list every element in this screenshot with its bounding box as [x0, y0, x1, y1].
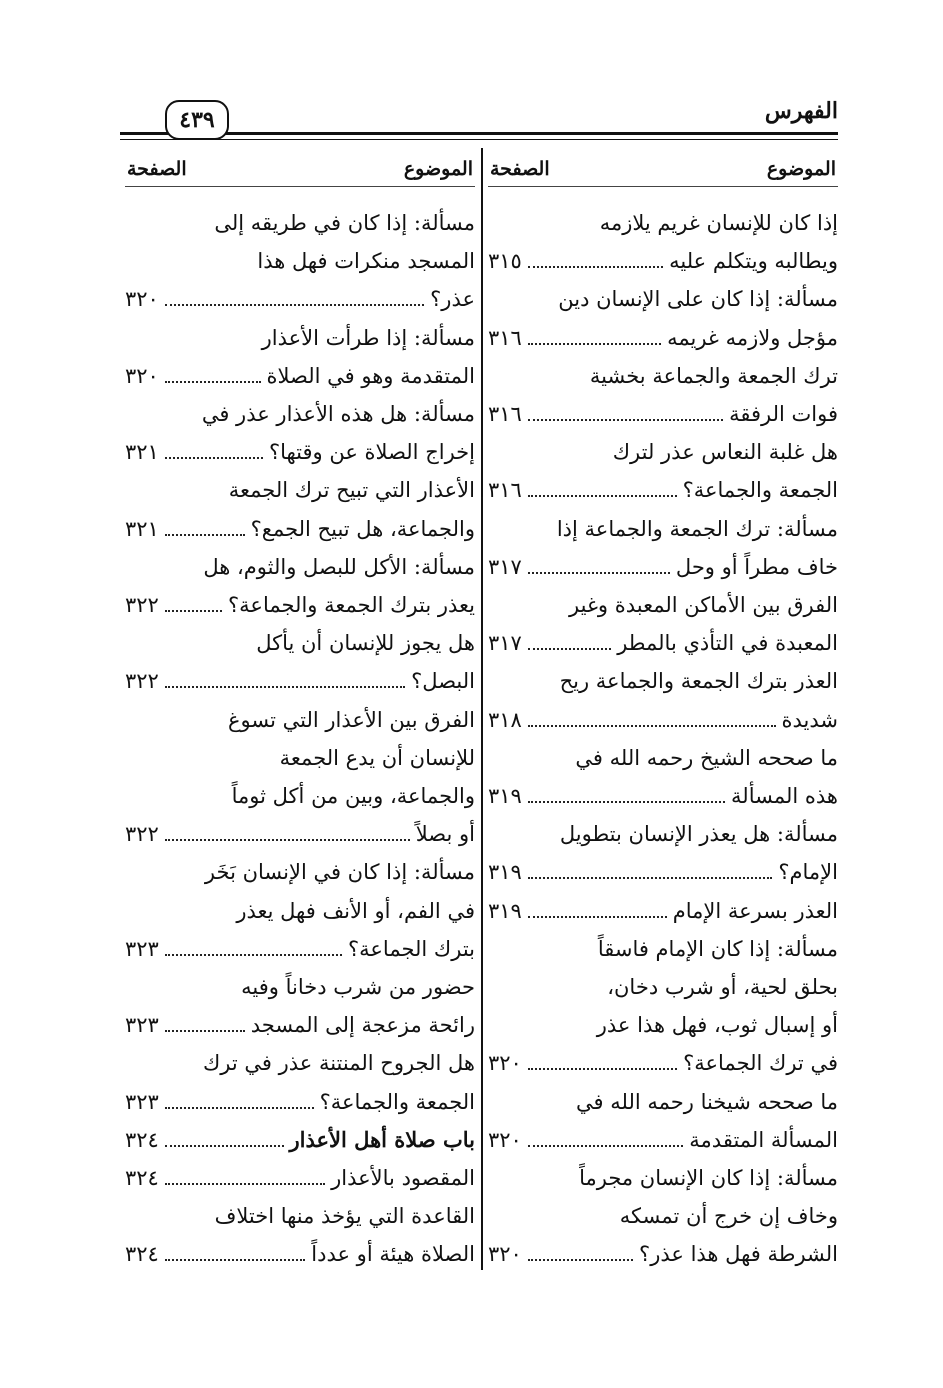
entry-topic-line: الصلاة هيئة أو عدداً: [311, 1242, 475, 1267]
running-title: الفهرس: [764, 98, 838, 124]
entry-page-number: ٣٢٢: [125, 669, 159, 694]
index-column-left: [125, 152, 475, 1274]
dot-leader: [165, 1183, 325, 1185]
entry-topic-line: مسألة: هل هذه الأعذار عذر في: [201, 402, 475, 427]
entry-topic-line: القاعدة التي يؤخذ منها اختلاف: [214, 1204, 475, 1229]
entry-topic-line: الفرق بين الأماكن المعبدة وغير: [569, 593, 838, 618]
entry-topic-line: وخاف إن خرج أن تمسكه: [619, 1204, 838, 1229]
dot-leader: [165, 686, 405, 688]
index-entries: [488, 204, 838, 1274]
index-entry: [488, 930, 838, 1083]
index-entry: [488, 357, 838, 433]
entry-page-number: ٣٢١: [125, 516, 159, 541]
entry-topic-line: فوات الرفقة: [729, 402, 838, 427]
index-entry: [125, 701, 475, 854]
entry-page-number: ٣١٦: [488, 478, 522, 503]
entry-page-number: ٣١٩: [488, 784, 522, 809]
dot-leader: [528, 343, 661, 345]
dot-leader: [528, 1259, 633, 1261]
entry-page-number: ٣٢٣: [125, 936, 159, 961]
dot-leader: [528, 801, 725, 803]
index-entry: [125, 968, 475, 1044]
entry-topic-line: أو إسبال ثوب، فهل هذا عذر: [596, 1013, 838, 1038]
entry-page-number: ٣١٨: [488, 707, 522, 732]
entry-page-number: ٣١٩: [488, 898, 522, 923]
index-entry: [488, 815, 838, 891]
entry-page-number: ٣٢٤: [125, 1242, 159, 1267]
entry-topic-line: في ترك الجماعة؟: [683, 1051, 838, 1076]
entry-last-line: [125, 1006, 475, 1044]
column-header-page: الصفحة: [127, 158, 187, 180]
entry-topic-line: للإنسان أن يدع الجمعة: [279, 745, 475, 770]
entry-topic-line: والجماعة، هل تبيح الجمع؟: [250, 516, 475, 541]
entry-page-number: ٣٢٢: [125, 822, 159, 847]
dot-leader: [165, 304, 424, 306]
index-entry: [125, 853, 475, 968]
entry-topic-line: الفرق بين الأعذار التي تسوغ: [228, 707, 475, 732]
dot-leader: [165, 457, 263, 459]
page-header: [120, 92, 838, 152]
entry-page-number: ٣٢٠: [125, 287, 159, 312]
entry-page-number: ٣١٧: [488, 554, 522, 579]
entry-topic-line: باب صلاة أهل الأعذار: [289, 1126, 475, 1152]
entry-topic-line: الأعذار التي تبيح ترك الجمعة: [228, 478, 475, 503]
entry-topic-line: بحلق لحية، أو شرب دخان،: [607, 975, 838, 1000]
entry-page-number: ٣١٦: [488, 402, 522, 427]
index-entry: [488, 1083, 838, 1159]
entry-topic-line: المتقدمة وهو في الصلاة: [266, 363, 475, 388]
entry-topic-line: مسألة: الأكل للبصل والثوم، هل: [203, 554, 475, 579]
entry-last-line: [125, 1121, 475, 1159]
entry-topic-line: الجمعة والجماعة؟: [319, 1089, 475, 1114]
entry-page-number: ٣٢١: [125, 440, 159, 465]
entry-page-number: ٣١٦: [488, 325, 522, 350]
entry-topic-line: خاف مطراً أو وحل: [675, 554, 838, 579]
entry-topic-line: حضور من شرب دخاناً وفيه: [241, 975, 475, 1000]
entry-topic-line: مسألة: ترك الجمعة والجماعة إذا: [556, 516, 838, 541]
dot-leader: [528, 916, 667, 918]
entry-topic-line: مسألة: إذا كان في الإنسان بَخَر: [204, 860, 475, 885]
entry-last-line: [488, 1121, 838, 1159]
entry-topic-line: المسجد منكرات فهل هذا: [257, 249, 475, 274]
dot-leader: [528, 1145, 683, 1147]
entry-topic-line: في الفم، أو الأنف فهل يعذر: [236, 898, 475, 923]
entry-last-line: [488, 701, 838, 739]
column-header-topic: الموضوع: [403, 158, 473, 180]
index-entry: [488, 662, 838, 738]
entry-topic-line: البصل؟: [411, 669, 475, 694]
index-entry: [125, 1044, 475, 1120]
entry-page-number: ٣٢٠: [488, 1242, 522, 1267]
index-entry: [125, 204, 475, 319]
index-entry: [125, 1159, 475, 1197]
entry-last-line: [125, 357, 475, 395]
entry-page-number: ٣٢٤: [125, 1127, 159, 1152]
column-header-topic: الموضوع: [766, 158, 836, 180]
entry-page-number: ٣٢٠: [488, 1051, 522, 1076]
entry-topic-line: مسألة: إذا كان الإمام فاسقاً: [597, 936, 838, 961]
entry-page-number: ٣١٧: [488, 631, 522, 656]
entry-topic-line: ما صححه الشيخ رحمه الله في: [575, 745, 838, 770]
entry-last-line: [488, 853, 838, 891]
entry-topic-line: شديدة: [781, 707, 838, 732]
entry-topic-line: مؤجل ولازمه غريمه: [667, 325, 838, 350]
dot-leader: [165, 1030, 245, 1032]
index-entry: [488, 739, 838, 815]
dot-leader: [528, 495, 677, 497]
index-entry: [488, 280, 838, 356]
entry-page-number: ٣٢٣: [125, 1013, 159, 1038]
entry-last-line: [488, 1044, 838, 1082]
dot-leader: [165, 534, 245, 536]
dot-leader: [528, 1068, 677, 1070]
entry-last-line: [125, 815, 475, 853]
entry-topic-line: هل الجروح المنتنة عذر في ترك: [202, 1051, 475, 1076]
entry-page-number: ٣١٩: [488, 860, 522, 885]
dot-leader: [165, 1259, 305, 1261]
entry-page-number: ٣٢٤: [125, 1166, 159, 1191]
index-entry: [488, 510, 838, 586]
dot-leader: [528, 877, 773, 879]
entry-last-line: [125, 510, 475, 548]
dot-leader: [165, 1145, 284, 1147]
entry-last-line: [488, 471, 838, 509]
entry-topic-line: المسألة المتقدمة: [689, 1127, 838, 1152]
index-section-heading: [125, 1121, 475, 1159]
entry-topic-line: العذر بترك الجمعة والجماعة ريح: [559, 669, 838, 694]
column-divider: [481, 148, 483, 1270]
entry-last-line: [488, 548, 838, 586]
index-entry: [125, 319, 475, 395]
entry-page-number: ٣٢٢: [125, 593, 159, 618]
dot-leader: [528, 572, 670, 574]
entry-topic-line: رائحة مزعجة إلى المسجد: [250, 1013, 475, 1038]
entry-page-number: ٣٢٠: [488, 1127, 522, 1152]
entry-last-line: [125, 586, 475, 624]
entry-topic-line: ويطالبه ويتكلم عليه: [669, 249, 838, 274]
index-entry: [125, 1197, 475, 1273]
entry-topic-line: إخراج الصلاة عن وقتها؟: [268, 440, 475, 465]
entry-topic-line: إذا كان للإنسان غريم يلازمه: [599, 211, 838, 235]
dot-leader: [165, 839, 410, 841]
dot-leader: [165, 381, 261, 383]
index-entry: [488, 1159, 838, 1274]
index-column-right: [488, 152, 838, 1274]
entry-topic-line: يعذر بترك الجمعة والجماعة؟: [228, 593, 475, 618]
dot-leader: [528, 725, 776, 727]
index-entry: [488, 204, 838, 280]
entry-topic-line: الجمعة والجماعة؟: [682, 478, 838, 503]
entry-topic-line: بترك الجماعة؟: [347, 936, 475, 961]
entry-topic-line: المعبدة في التأذي بالمطر: [617, 631, 838, 656]
entry-page-number: ٣٢٠: [125, 363, 159, 388]
entry-topic-line: مسألة: إذا كان في طريقه إلى: [214, 211, 475, 235]
entry-topic-line: الشرطة فهل هذا عذر؟: [639, 1242, 838, 1267]
entry-last-line: [125, 1083, 475, 1121]
dot-leader: [165, 610, 222, 612]
index-entries: [125, 204, 475, 1274]
entry-topic-line: مسألة: هل يعذر الإنسان بتطويل: [559, 822, 838, 847]
entry-last-line: [125, 930, 475, 968]
entry-topic-line: مسألة: إذا كان على الإنسان دين: [558, 287, 838, 312]
index-entry: [488, 892, 838, 930]
header-rule-thick: [120, 132, 838, 135]
index-entry: [125, 471, 475, 547]
entry-topic-line: الإمام؟: [778, 860, 838, 885]
dot-leader: [528, 419, 723, 421]
header-rule-thin: [120, 139, 838, 140]
entry-last-line: [488, 1235, 838, 1273]
entry-topic-line: مسألة: إذا طرأت الأعذار: [261, 325, 475, 350]
column-header-page: الصفحة: [490, 158, 550, 180]
dot-leader: [528, 266, 663, 268]
entry-topic-line: ما صححه شيخنا رحمه الله في: [576, 1089, 838, 1114]
entry-topic-line: هل يجوز للإنسان أن يأكل: [256, 631, 475, 656]
index-entry: [125, 624, 475, 700]
column-header: [125, 152, 475, 204]
entry-last-line: [488, 242, 838, 280]
entry-topic-line: عذر؟: [430, 287, 475, 312]
column-header: [488, 152, 838, 204]
entry-last-line: [125, 1235, 475, 1273]
entry-topic-line: والجماعة، وبين من أكل ثوماً: [231, 784, 475, 809]
entry-topic-line: هذه المسألة: [731, 784, 838, 809]
entry-topic-line: ترك الجمعة والجماعة بخشية: [589, 363, 838, 388]
entry-topic-line: أو بصلاً: [415, 822, 475, 847]
entry-last-line: [125, 1159, 475, 1197]
index-entry: [488, 433, 838, 509]
entry-last-line: [125, 433, 475, 471]
dot-leader: [165, 954, 342, 956]
entry-last-line: [125, 280, 475, 318]
entry-page-number: ٣٢٣: [125, 1089, 159, 1114]
index-entry: [488, 586, 838, 662]
entry-last-line: [488, 892, 838, 930]
entry-last-line: [488, 395, 838, 433]
index-entry: [125, 395, 475, 471]
index-entry: [125, 548, 475, 624]
entry-last-line: [125, 662, 475, 700]
entry-last-line: [488, 624, 838, 662]
dot-leader: [165, 1107, 314, 1109]
dot-leader: [528, 648, 611, 650]
entry-topic-line: العذر بسرعة الإمام: [672, 898, 838, 923]
entry-last-line: [488, 319, 838, 357]
entry-topic-line: المقصود بالأعذار: [331, 1166, 475, 1191]
entry-topic-line: هل غلبة النعاس عذر لترك: [612, 440, 838, 465]
entry-last-line: [488, 777, 838, 815]
entry-page-number: ٣١٥: [488, 249, 522, 274]
entry-topic-line: مسألة: إذا كان الإنسان مجرماً: [579, 1166, 838, 1191]
page-number: ٤٣٩: [165, 100, 229, 140]
